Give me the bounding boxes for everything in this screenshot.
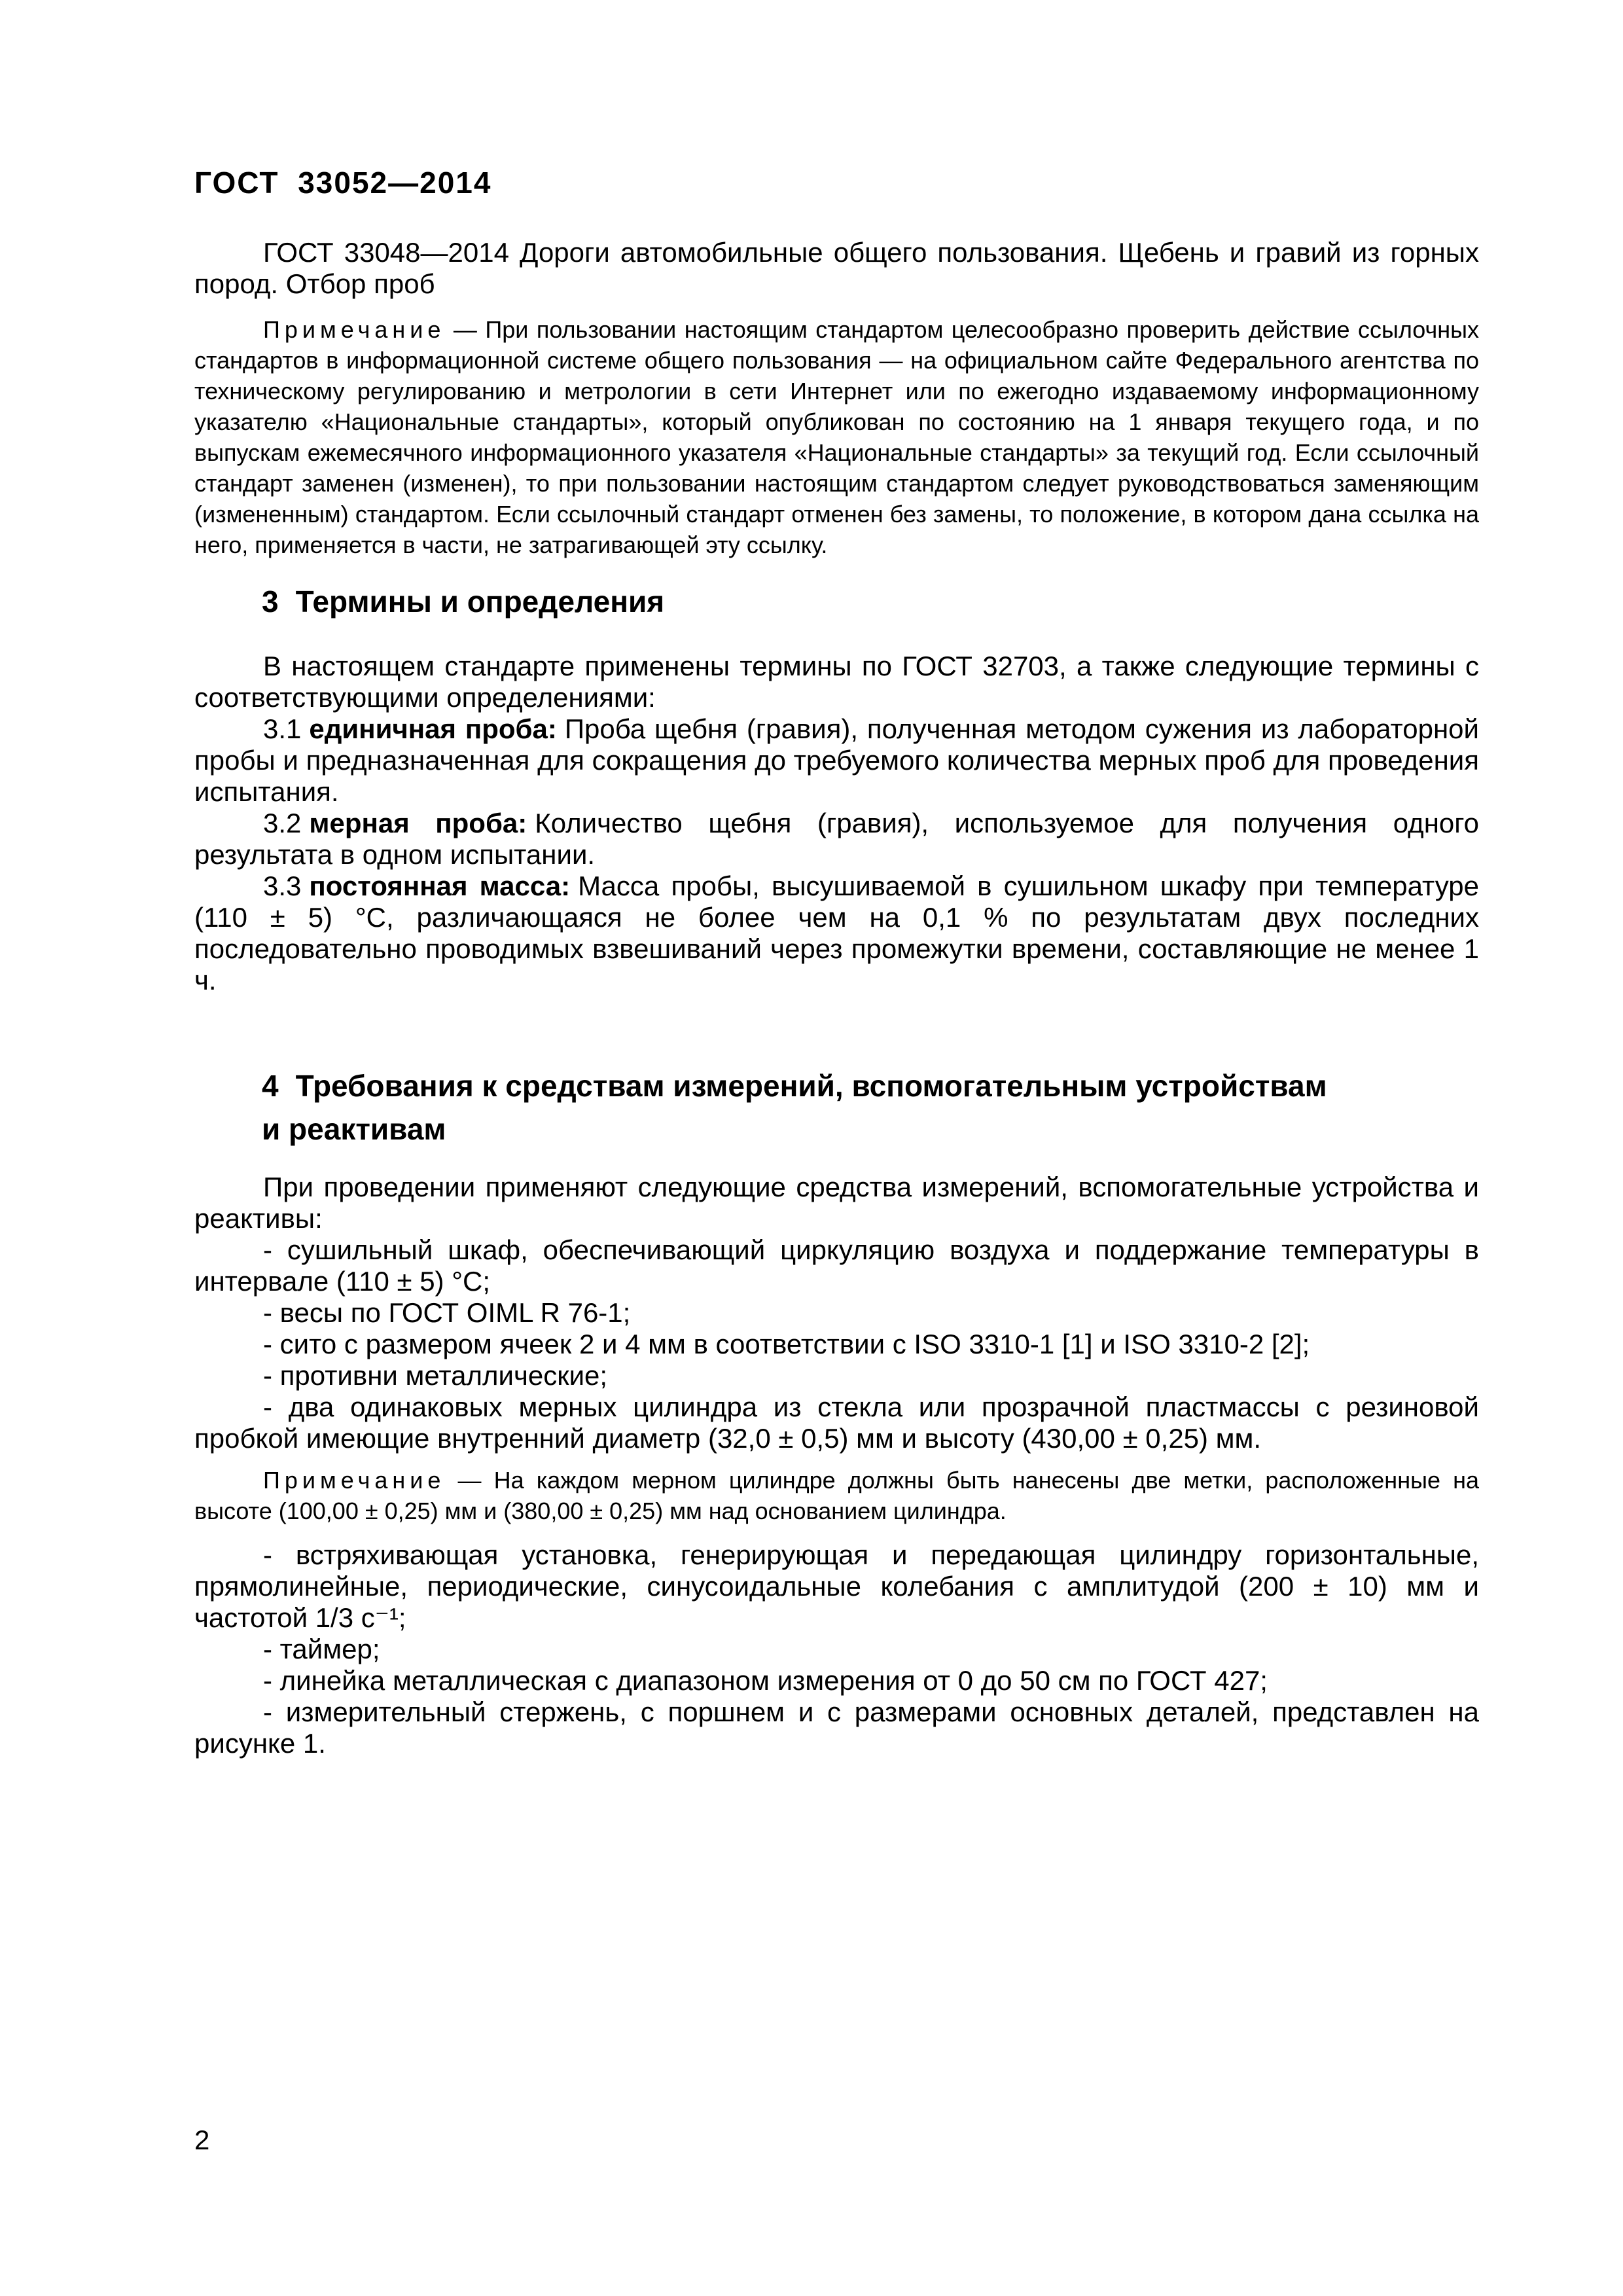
term-number: 3.1 — [263, 713, 302, 744]
note-label: Примечание — [263, 316, 446, 343]
list-item-measuring-rod: - измерительный стержень, с поршнем и с размерами основных деталей, представлен на рисунке 1. — [194, 1696, 1479, 1759]
list-item-ruler: - линейка металлическая с диапазоном измерения от 0 до 50 см по ГОСТ 427; — [263, 1665, 1268, 1696]
note-text: — На каждом мерном цилиндре должны быть нанесены две метки, расположенные на высоте (100,00 ± 0,25) мм и (380,00 ± 0,25) мм над основанием цилиндра. — [194, 1467, 1479, 1524]
term-number: 3.2 — [263, 808, 302, 838]
list-item-shaker: - встряхивающая установка, генерирующая и передающая цилиндру горизонтальные, прямолинейные, периодические, синусоидальные колебания с амплитудой (200 ± 10) мм и частотой 1/3 с⁻¹; — [194, 1539, 1479, 1633]
term-3-2 — [194, 808, 1479, 870]
term-3-3 — [194, 870, 1479, 996]
note-label: Примечание — [263, 1467, 446, 1494]
section-4-heading — [194, 1064, 1479, 1151]
term-name: мерная проба: — [309, 808, 527, 838]
section-3-number: 3 — [262, 584, 279, 619]
list-item-trays: - противни металлические; — [263, 1360, 608, 1391]
list-item-cylinders: - два одинаковых мерных цилиндра из стекла или прозрачной пластмассы с резиновой пробкой имеющие внутренний диаметр (32,0 ± 0,5) мм и высоту (430,00 ± 0,25) мм. — [194, 1391, 1479, 1454]
note-references — [194, 314, 1479, 560]
term-number: 3.3 — [263, 870, 302, 901]
running-header: ГОСТ 33052—2014 — [194, 166, 492, 200]
note-cylinder-marks — [194, 1465, 1479, 1526]
list-item-timer: - таймер; — [263, 1634, 380, 1664]
section-4-title-line2: и реактивам — [262, 1112, 446, 1146]
term-3-1 — [194, 713, 1479, 808]
list-item-sieve: - сито с размером ячеек 2 и 4 мм в соответствии с ISO 3310-1 [1] и ISO 3310-2 [2]; — [263, 1329, 1310, 1359]
page-number: 2 — [194, 2125, 210, 2155]
term-name: единичная проба: — [309, 713, 557, 744]
section-4-number: 4 — [262, 1069, 279, 1103]
section-3-title: Термины и определения — [295, 584, 665, 619]
term-definition: Масса пробы, высушиваемой в сушильном шкафу при температуре (110 ± 5) °С, различающаяся не более чем на 0,1 % по результатам двух последних последовательно проводимых взвешиваний через промежутки времени, составляющие не менее 1 ч. — [194, 870, 1480, 996]
list-item-oven: - сушильный шкаф, обеспечивающий циркуляцию воздуха и поддержание температуры в интервале (110 ± 5) °С; — [194, 1234, 1479, 1297]
section-3-heading — [194, 584, 1479, 619]
term-definition: Количество щебня (гравия), используемое для получения одного результата в одном испытании. — [194, 808, 1480, 870]
page-content — [194, 166, 1479, 1759]
reference-paragraph: ГОСТ 33048—2014 Дороги автомобильные общего пользования. Щебень и гравий из горных пород. Отбор проб — [194, 237, 1479, 299]
term-name: постоянная масса: — [309, 870, 571, 901]
note-text: — При пользовании настоящим стандартом целесообразно проверить действие ссылочных стандартов в информационной системе общего пользования — на официальном сайте Федерального агентства по техническому регулированию и метрологии в сети Интернет или по ежегодно издаваемому информационному указателю «Национальные стандарты», который опубликован по состоянию на 1 января текущего года, и по выпускам ежемесячного информационного указателя «Национальные стандарты» за текущий год. Если ссылочный стандарт заменен (изменен), то при пользовании настоящим стандартом следует руководствоваться заменяющим (измененным) стандартом. Если ссылочный стандарт отменен без замены, то положение, в котором дана ссылка на него, применяется в части, не затрагивающей эту ссылку. — [194, 316, 1479, 558]
section-4-intro: При проведении применяют следующие средства измерений, вспомогательные устройства и реактивы: — [194, 1172, 1479, 1234]
section-4-title-line1: Требования к средствам измерений, вспомогательным устройствам — [295, 1069, 1327, 1103]
list-item-scales: - весы по ГОСТ OIML R 76-1; — [263, 1297, 631, 1328]
section-3-intro: В настоящем стандарте применены термины по ГОСТ 32703, а также следующие термины с соответствующими определениями: — [194, 651, 1479, 713]
term-definition: Проба щебня (гравия), полученная методом сужения из лабораторной пробы и предназначенная для сокращения до требуемого количества мерных проб для проведения испытания. — [194, 713, 1479, 807]
